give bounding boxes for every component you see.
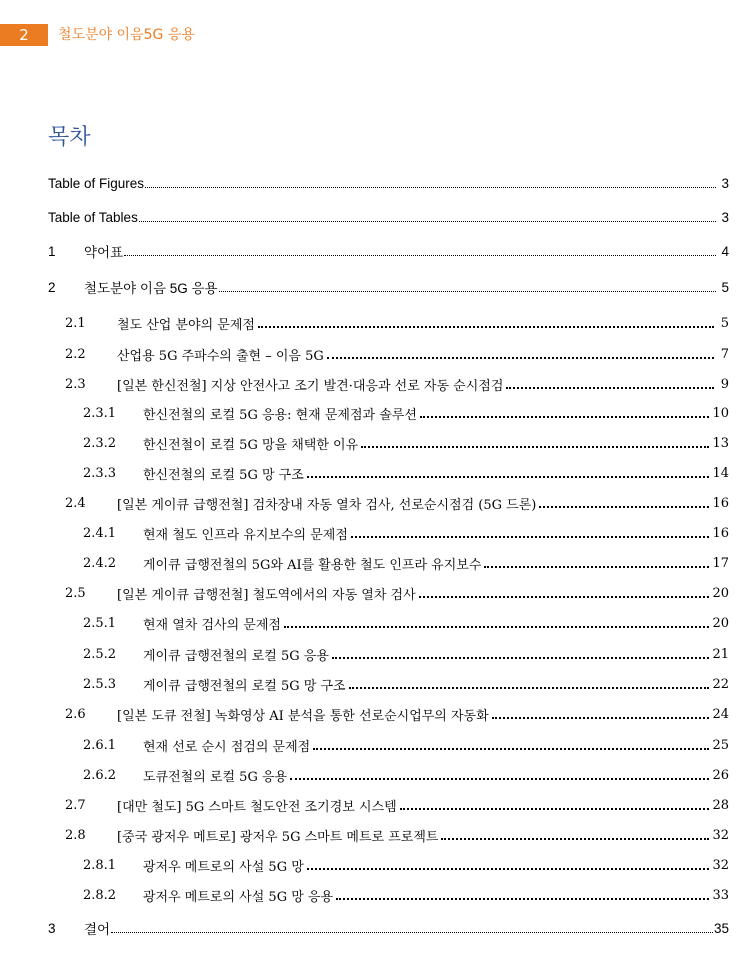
toc-entry[interactable] (83, 518, 729, 548)
toc-leader-dots (284, 626, 709, 628)
toc-entry-number: 2.1 (65, 315, 86, 331)
toc-entry-number: 2.6.1 (83, 737, 117, 753)
toc-entry-title: 게이큐 급행전철의 로컬 5G 망 구조 (143, 678, 346, 694)
toc-entry-page: 33 (712, 887, 729, 903)
toc-entry-page: 3 (721, 209, 729, 225)
toc-entry-page: 26 (712, 767, 729, 783)
toc-entry-title: [일본 도큐 전철] 녹화영상 AI 분석을 통한 선로순시업무의 자동화 (117, 708, 489, 724)
toc-entry[interactable] (65, 790, 729, 820)
toc-entry[interactable] (65, 578, 729, 608)
toc-leader-dots (111, 932, 713, 933)
toc-entry-title: 결어 (84, 922, 111, 937)
toc-entry-title: Table of Figures (48, 175, 145, 191)
toc-leader-dots (400, 808, 710, 810)
toc-entry[interactable] (83, 760, 729, 790)
toc-entry-title: [일본 한신전철] 지상 안전사고 조기 발견·대응과 선로 자동 순시점검 (117, 378, 504, 394)
toc-entry-number: 2.3.2 (83, 435, 117, 451)
toc-entry[interactable] (65, 820, 729, 850)
toc-entry-title: 약어표 (84, 245, 124, 260)
page-header (0, 24, 751, 46)
toc-entry[interactable] (48, 272, 729, 302)
toc-entry-title: [중국 광저우 메트로] 광저우 5G 스마트 메트로 프로젝트 (117, 829, 439, 845)
toc-entry[interactable] (83, 548, 729, 578)
toc-entry-page: 4 (721, 243, 729, 259)
toc-leader-dots (258, 326, 714, 328)
toc-entry-title: [일본 게이큐 급행전철] 철도역에서의 자동 열차 검사 (117, 587, 416, 603)
toc-leader-dots (484, 566, 709, 568)
toc-entry-title: 현재 철도 인프라 유지보수의 문제점 (143, 527, 348, 543)
toc-entry[interactable] (83, 639, 729, 669)
toc-entry-page: 14 (712, 465, 729, 481)
toc-leader-dots (139, 221, 716, 222)
toc-entry-number: 2.8.2 (83, 887, 117, 903)
toc-entry-title: 광저우 메트로의 사설 5G 망 (143, 859, 304, 875)
toc-entry-number: 2.3.1 (83, 405, 117, 421)
toc-entry-number: 2.8 (65, 827, 86, 843)
toc-entry-page: 10 (712, 405, 729, 421)
toc-entry[interactable] (48, 202, 729, 232)
chapter-title: 철도분야 이음5G 응용 (58, 27, 195, 43)
toc-leader-dots (290, 778, 709, 780)
toc-entry-number: 2.5 (65, 585, 86, 601)
toc-entry-title: [대만 철도] 5G 스마트 철도안전 조기경보 시스템 (117, 799, 397, 815)
toc-entry[interactable] (65, 699, 729, 729)
toc-entry[interactable] (65, 339, 729, 369)
toc-entry-page: 20 (712, 615, 729, 631)
toc-entry[interactable] (83, 428, 729, 458)
toc-leader-dots (307, 476, 710, 478)
toc-entry-title: 철도 산업 분야의 문제점 (117, 317, 255, 333)
toc-entry-page: 3 (721, 175, 729, 191)
toc-entry-title: [일본 게이큐 급행전철] 검차장내 자동 열차 검사, 선로순시점검 (5G 드론) (117, 497, 537, 513)
toc-leader-dots (351, 536, 710, 538)
toc-entry-number: 2.5.2 (83, 646, 117, 662)
toc-entry-page: 5 (721, 279, 729, 295)
toc-entry[interactable] (83, 880, 729, 910)
toc-entry-number: 2.8.1 (83, 857, 117, 873)
toc-entry-number: 2.2 (65, 346, 86, 362)
toc-entry-page: 25 (712, 737, 729, 753)
toc-entry-number: 2.4.2 (83, 555, 117, 571)
toc-entry[interactable] (83, 850, 729, 880)
toc-entry-number: 2.5.3 (83, 676, 117, 692)
toc-entry-title: 산업용 5G 주파수의 출현 – 이음 5G (117, 348, 324, 364)
toc-entry-number: 2.6 (65, 706, 86, 722)
toc-leader-dots (332, 657, 710, 659)
toc-entry-number: 2.4.1 (83, 525, 117, 541)
toc-leader-dots (307, 868, 710, 870)
toc-entry-page: 28 (712, 797, 729, 813)
toc-entry[interactable] (83, 398, 729, 428)
toc-entry-title: 도큐전철의 로컬 5G 응용 (143, 769, 288, 785)
toc-entry-title: Table of Tables (48, 209, 138, 225)
toc-leader-dots (539, 506, 709, 508)
toc-entry-page: 16 (712, 495, 729, 511)
toc-entry[interactable] (48, 236, 729, 266)
toc-entry-page: 35 (713, 920, 729, 936)
toc-heading: 목차 (48, 125, 91, 150)
toc-entry-title: 한신전철의 로컬 5G 응용: 현재 문제점과 솔루션 (143, 407, 417, 423)
toc-entry-page: 9 (720, 376, 729, 392)
toc-entry-page: 7 (720, 346, 729, 362)
toc-entry-number: 2.4 (65, 495, 86, 511)
toc-leader-dots (336, 898, 709, 900)
toc-entry-page: 20 (712, 585, 729, 601)
toc-entry-title: 게이큐 급행전철의 로컬 5G 응용 (143, 648, 329, 664)
toc-entry[interactable] (48, 913, 729, 943)
toc-leader-dots (441, 838, 709, 840)
toc-entry-page: 16 (712, 525, 729, 541)
toc-leader-dots (492, 717, 710, 719)
toc-leader-dots (219, 291, 716, 292)
toc-entry-title: 한신전철이 로컬 5G 망을 채택한 이유 (143, 437, 359, 453)
toc-entry-number: 2.3.3 (83, 465, 117, 481)
toc-entry-page: 32 (712, 827, 729, 843)
toc-entry-number: 2.6.2 (83, 767, 117, 783)
toc-entry-page: 22 (712, 676, 729, 692)
toc-entry[interactable] (48, 168, 729, 198)
toc-leader-dots (145, 187, 716, 188)
toc-leader-dots (419, 596, 710, 598)
toc-entry[interactable] (83, 458, 729, 488)
toc-entry-page: 17 (712, 555, 729, 571)
toc-entry[interactable] (83, 608, 729, 638)
toc-entry[interactable] (83, 669, 729, 699)
toc-entry-title: 철도분야 이음 5G 응용 (84, 281, 218, 296)
toc-leader-dots (327, 357, 714, 359)
toc-entry-number: 2 (48, 279, 56, 295)
chapter-number-badge: 2 (0, 24, 48, 46)
toc-entry[interactable] (65, 488, 729, 518)
toc-leader-dots (313, 748, 709, 750)
toc-leader-dots (361, 446, 709, 448)
toc-entry-title: 광저우 메트로의 사설 5G 망 응용 (143, 889, 334, 905)
toc-entry-page: 13 (712, 435, 729, 451)
toc-entry-page: 5 (720, 315, 729, 331)
toc-entry[interactable] (65, 369, 729, 399)
toc-entry[interactable] (83, 730, 729, 760)
toc-entry-number: 2.5.1 (83, 615, 117, 631)
toc-entry-title: 현재 선로 순시 점검의 문제점 (143, 739, 311, 755)
toc-leader-dots (349, 687, 710, 689)
toc-entry-number: 1 (48, 243, 56, 259)
toc-entry-number: 2.7 (65, 797, 86, 813)
toc-entry-title: 게이큐 급행전철의 5G와 AI를 활용한 철도 인프라 유지보수 (143, 557, 482, 573)
toc-entry-page: 24 (712, 706, 729, 722)
toc-entry-page: 21 (712, 646, 729, 662)
toc-leader-dots (506, 387, 714, 389)
toc-leader-dots (124, 255, 716, 256)
toc-leader-dots (420, 416, 710, 418)
toc-entry-number: 2.3 (65, 376, 86, 392)
toc-entry-title: 한신전철의 로컬 5G 망 구조 (143, 467, 304, 483)
toc-entry-number: 3 (48, 920, 56, 936)
toc-entry-title: 현재 열차 검사의 문제점 (143, 617, 281, 633)
toc-entry-page: 32 (712, 857, 729, 873)
toc-entry[interactable] (65, 308, 729, 338)
